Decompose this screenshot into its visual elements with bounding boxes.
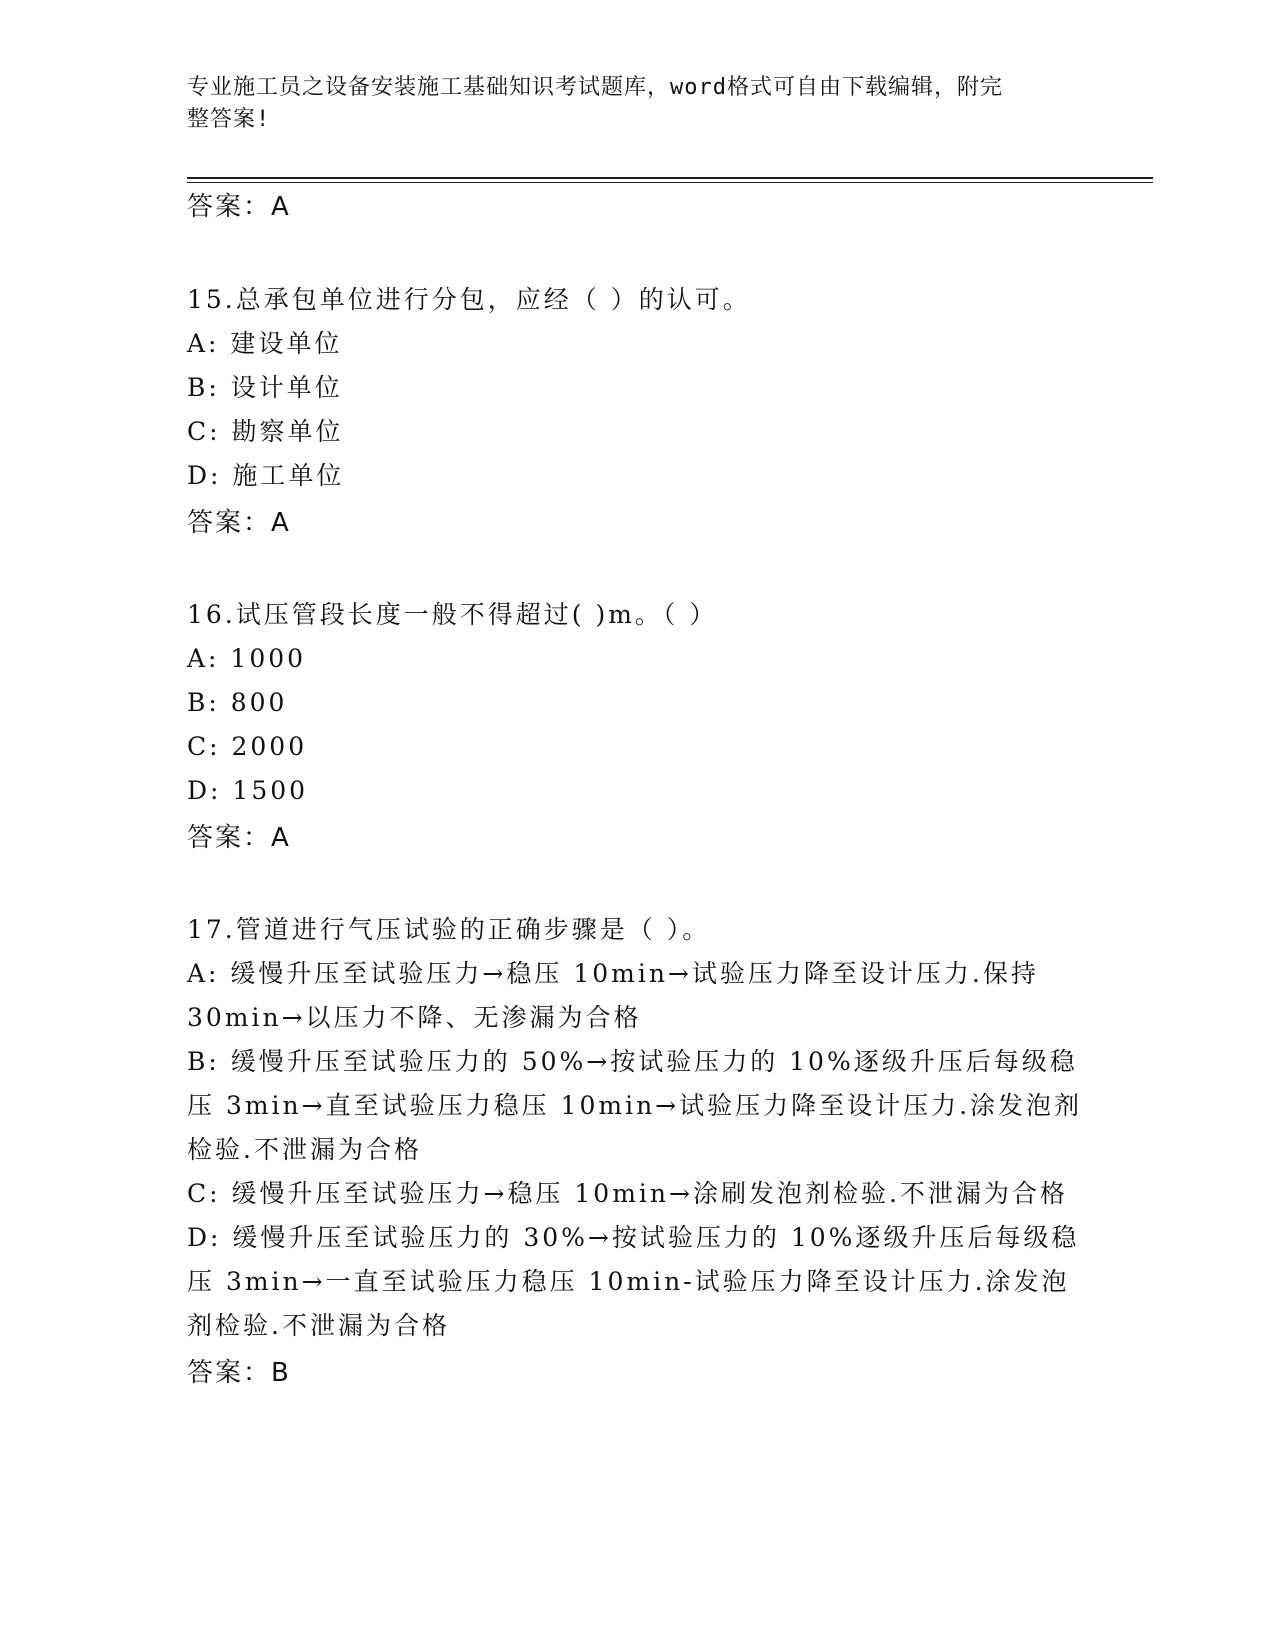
header-line-1: 专业施工员之设备安装施工基础知识考试题库，word格式可自由下载编辑，附完 xyxy=(187,75,1003,100)
question-16-option-c: C: 2000 xyxy=(187,732,308,761)
question-16-option-b: B: 800 xyxy=(187,688,288,717)
question-17-option-b-line-3: 检验.不泄漏为合格 xyxy=(187,1135,422,1164)
question-15-answer: 答案：A xyxy=(187,508,291,538)
header-line-2: 整答案! xyxy=(187,107,271,132)
question-15-option-a: A: 建设单位 xyxy=(187,329,343,358)
question-17-option-b-line-1: B: 缓慢升压至试验压力的 50%→按试验压力的 10%逐级升压后每级稳 xyxy=(187,1047,1078,1076)
question-17-stem: 17.管道进行气压试验的正确步骤是（ ）。 xyxy=(187,915,711,944)
question-15-option-d: D: 施工单位 xyxy=(187,461,345,490)
question-15-option-b: B: 设计单位 xyxy=(187,373,343,402)
question-15-option-c: C: 勘察单位 xyxy=(187,417,344,446)
question-15-stem: 15.总承包单位进行分包，应经（ ）的认可。 xyxy=(187,285,751,314)
question-17-option-c-line-1: C: 缓慢升压至试验压力→稳压 10min→涂刷发泡剂检验.不泄漏为合格 xyxy=(187,1179,1068,1208)
header-divider-thick xyxy=(187,177,1153,179)
question-17-option-a-line-1: A: 缓慢升压至试验压力→稳压 10min→试验压力降至设计压力.保持 xyxy=(187,959,1039,988)
question-17-option-a-line-2: 30min→以压力不降、无渗漏为合格 xyxy=(187,1003,642,1032)
question-16-stem: 16.试压管段长度一般不得超过( )m。（ ） xyxy=(187,600,718,629)
question-16-option-a: A: 1000 xyxy=(187,644,307,673)
question-17-option-d-line-2: 压 3min→一直至试验压力稳压 10min-试验压力降至设计压力.涂发泡 xyxy=(187,1267,1070,1296)
question-17-option-d-line-3: 剂检验.不泄漏为合格 xyxy=(187,1311,450,1340)
question-16-option-d: D: 1500 xyxy=(187,776,309,805)
question-17-option-d-line-1: D: 缓慢升压至试验压力的 30%→按试验压力的 10%逐级升压后每级稳 xyxy=(187,1223,1080,1252)
question-16-answer: 答案：A xyxy=(187,823,291,853)
document-header xyxy=(187,72,1067,136)
question-17-option-b-line-2: 压 3min→直至试验压力稳压 10min→试验压力降至设计压力.涂发泡剂 xyxy=(187,1091,1083,1120)
header-divider-thin xyxy=(187,182,1153,183)
question-17-answer: 答案：B xyxy=(187,1358,291,1388)
answer-previous: 答案：A xyxy=(187,192,291,222)
